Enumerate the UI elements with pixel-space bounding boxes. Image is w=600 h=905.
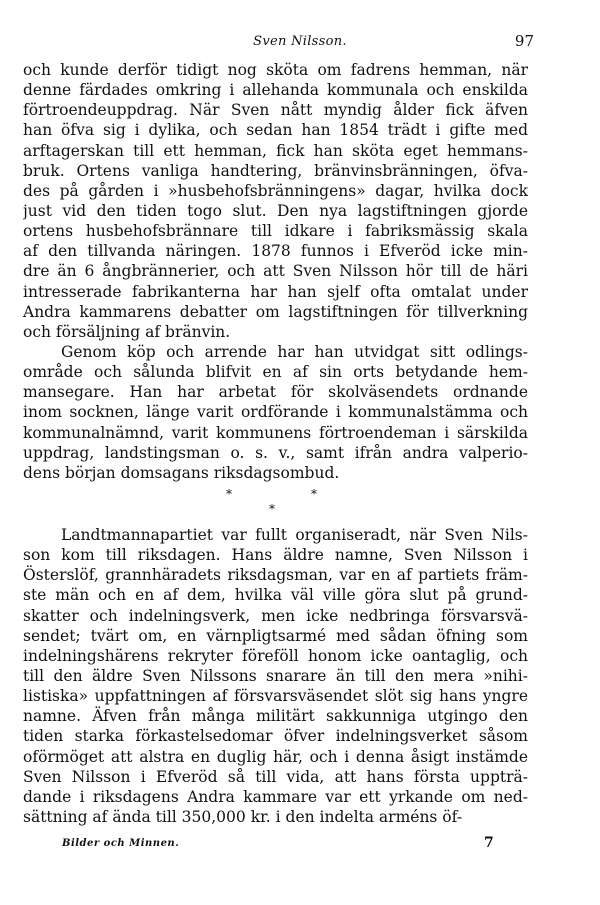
paragraph	[23, 525, 528, 827]
text-line: des på gården i »husbehofsbränningens» dagar, hvilka dock	[23, 181, 528, 200]
text-line: kommunalnämnd, varit kommunens förtroendeman i särskilda	[23, 423, 528, 442]
text-line: han öfva sig i dylika, och sedan han 1854 trädt i gifte med	[23, 121, 528, 140]
text-line: just vid den tiden togo slut. Den nya lagstiftningen gjorde	[23, 201, 528, 220]
text-line: denne färdades omkring i allehanda kommunala och enskilda	[23, 81, 528, 100]
text-line: namne. Äfven från många militärt sakkunniga utgingo den	[23, 707, 528, 726]
text-line: Österslöf, grannhäradets riksdagsman, var en af partiets främ-	[23, 566, 528, 585]
text-line: dande i riksdagens Andra kammare var ett yrkande om ned-	[23, 787, 528, 806]
text-line: indelningshärens rekryter föreföll honom icke oantaglig, och	[23, 646, 528, 665]
text-line: till den äldre Sven Nilssons snarare än till den mera »nihi-	[23, 666, 528, 685]
paragraph	[23, 60, 528, 342]
text-line: tiden starka förkastelsedomar öfver indelningsverket såsom	[23, 727, 528, 746]
body-text	[23, 60, 528, 827]
text-line: och kunde derför tidigt nog sköta om fadrens hemman, när	[23, 61, 528, 79]
text-line: mansegare. Han har arbetat för skolväsendets ordnande	[23, 383, 528, 402]
text-line: Landtmannapartiet var fullt organiseradt, när Sven Nils-	[61, 525, 528, 544]
text-line: och försäljning af bränvin.	[23, 322, 231, 341]
text-line: ortens husbehofsbrännare till idkare i fabriksmässig skala	[23, 222, 528, 241]
separator-star: *	[269, 501, 275, 516]
text-line: Genom köp och arrende har han utvidgat sitt odlings-	[61, 342, 528, 361]
text-line: intresserade fabrikanterna har han sjelf ofta omtalat under	[23, 282, 528, 301]
text-line: inom socknen, länge varit ordförande i kommunalstämma och	[23, 403, 528, 422]
signature-mark: 7	[484, 835, 494, 851]
text-line: Sven Nilsson i Efveröd så till vida, att hans första uppträ-	[23, 767, 528, 786]
text-line: område och sålunda blifvit en af sin orts betydande hem-	[23, 363, 528, 382]
text-line: listiska» uppfattningen af försvarsväsendet slöt sig hans yngre	[23, 687, 528, 706]
running-title: Sven Nilsson.	[253, 34, 347, 49]
text-line: sendet; tvärt om, en värnpligtsarmé med sådan öfning som	[23, 626, 528, 645]
text-line: ste män och en af dem, hvilka väl ville göra slut på grund-	[23, 586, 528, 605]
text-line: skatter och indelningsverk, men icke nedbringa försvarsvä-	[23, 606, 528, 625]
text-line: förtroendeuppdrag. När Sven nått myndig ålder fick äfven	[23, 101, 528, 120]
page-number: 97	[514, 32, 534, 50]
section-separator	[23, 483, 528, 525]
text-line: dre än 6 ångbrännerier, och att Sven Nilsson hör till de häri	[23, 262, 528, 281]
text-line: af den tillvanda näringen. 1878 funnos i Efveröd icke min-	[23, 242, 528, 261]
separator-star: *	[226, 486, 232, 501]
text-line: sättning af ända till 350,000 kr. i den indelta arméns öf-	[23, 807, 463, 826]
separator-star: *	[311, 486, 317, 501]
text-line: bruk. Ortens vanliga handtering, bränvinsbränningen, öfva-	[23, 161, 528, 180]
signature-title: Bilder och Minnen.	[62, 838, 180, 849]
text-line: Andra kammarens debatter om lagstiftningen för tillverkning	[23, 302, 528, 321]
text-line: dens början domsagans riksdagsombud.	[23, 463, 340, 482]
text-line: oförmöget att alstra en duglig här, och i denna åsigt instämde	[23, 747, 528, 766]
text-line: son kom till riksdagen. Hans äldre namne, Sven Nilsson i	[23, 546, 528, 565]
text-line: uppdrag, landstingsman o. s. v., samt ifrån andra valperio-	[23, 443, 528, 462]
text-line: arftagerskan till ett hemman, fick han sköta eget hemmans-	[23, 141, 528, 160]
paragraph	[23, 342, 528, 483]
